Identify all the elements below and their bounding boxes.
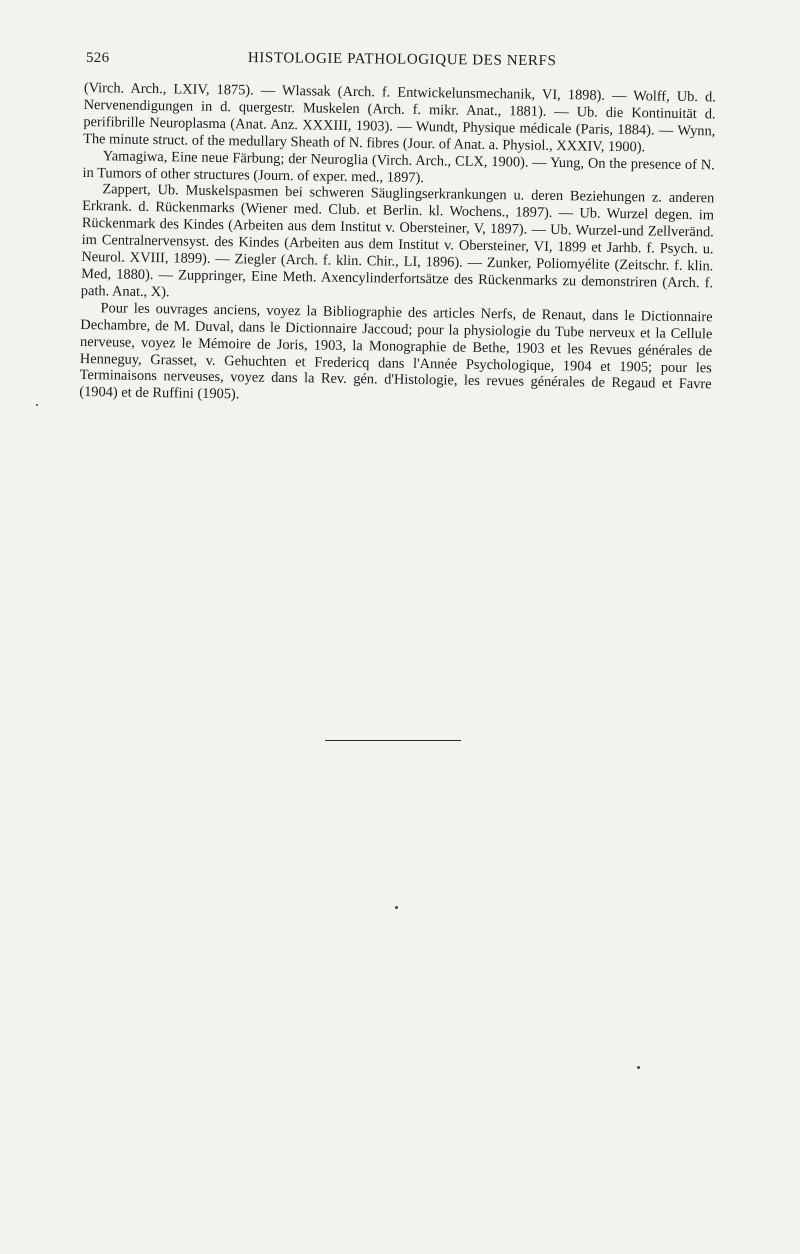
print-speck bbox=[395, 906, 398, 909]
end-divider-rule bbox=[325, 740, 461, 741]
print-speck bbox=[36, 404, 38, 406]
bibliography-note-paragraph: Pour les ouvrages anciens, voyez la Bibliographie des articles Nerfs, de Renaut, dans le Dictionnaire Dechambre, de M. Duval, dans le Dictionnaire Jaccoud; pour la physiologie du Tube nerveux et la Cellule nerveuse, voyez le Mémoire de Joris, 1903, la Monographie de Bethe, 1903 et les Revues générales de Henneguy, Grasset, v. Gehuchten et Fredericq dans l'Année Psychologique, 1904 et 1905; pour les Terminaisons nerveuses, voyez dans la Rev. gén. d'Histologie, les revues générales de Regaud et Favre (1904) et de Ruffini (1905). bbox=[79, 300, 713, 403]
page-header bbox=[86, 50, 726, 72]
bibliography-paragraph-y: Yamagiwa, Eine neue Färbung; der Neuroglia (Virch. Arch., CLX, 1900). — Yung, On the presence of N. in Tumors of other structures (Journ. of exper. med., 1897). bbox=[82, 147, 715, 186]
bibliography-paragraph-w: (Virch. Arch., LXIV, 1875). — Wlassak (Arch. f. Entwickelunsmechanik, VI, 1898). — Wolff, Ub. d. Nervenendigungen in d. quergestr. Muskelen (Arch. f. mikr. Anat., 1881). — Ub. die Kontinuität d. perifibrille Neuroplasma (Anat. Anz. XXXIII, 1903). — Wundt, Physique médicale (Paris, 1884). — Wynn, The minute struct. of the medullary Sheath of N. fibres (Jour. of Anat. a. Physiol., XXXIV, 1900). bbox=[83, 80, 716, 156]
print-speck bbox=[637, 1066, 640, 1069]
bibliography-text bbox=[79, 80, 716, 411]
running-title: HISTOLOGIE PATHOLOGIQUE DES NERFS bbox=[247, 50, 557, 70]
bibliography-paragraph-z: Zappert, Ub. Muskelspasmen bei schweren Säuglingserkrankungen u. deren Beziehungen z. anderen Erkrank. d. Rückenmarks (Wiener med. Club. et Berlin. kl. Wochens., 1897). — Ub. Wurzel degen. im Rückenmark des Kindes (Arbeiten aus dem Institut v. Obersteiner, V, 1897). — Ub. Wurzel-und Zellveränd. im Centralnervensyst. des Kindes (Arbeiten aus dem Institut v. Obersteiner, VI, 1899 et Jarhb. f. Psych. u. Neurol. XVIII, 1899). — Ziegler (Arch. f. klin. Chir., LI, 1896). — Zunker, Poliomyélite (Zeitschr. f. klin. Med, 1880). — Zuppringer, Eine Meth. Axencylinderfortsätze des Rückenmarks zu demonstriren (Arch. f. path. Anat., X). bbox=[80, 181, 715, 301]
page-number: 526 bbox=[86, 50, 110, 66]
